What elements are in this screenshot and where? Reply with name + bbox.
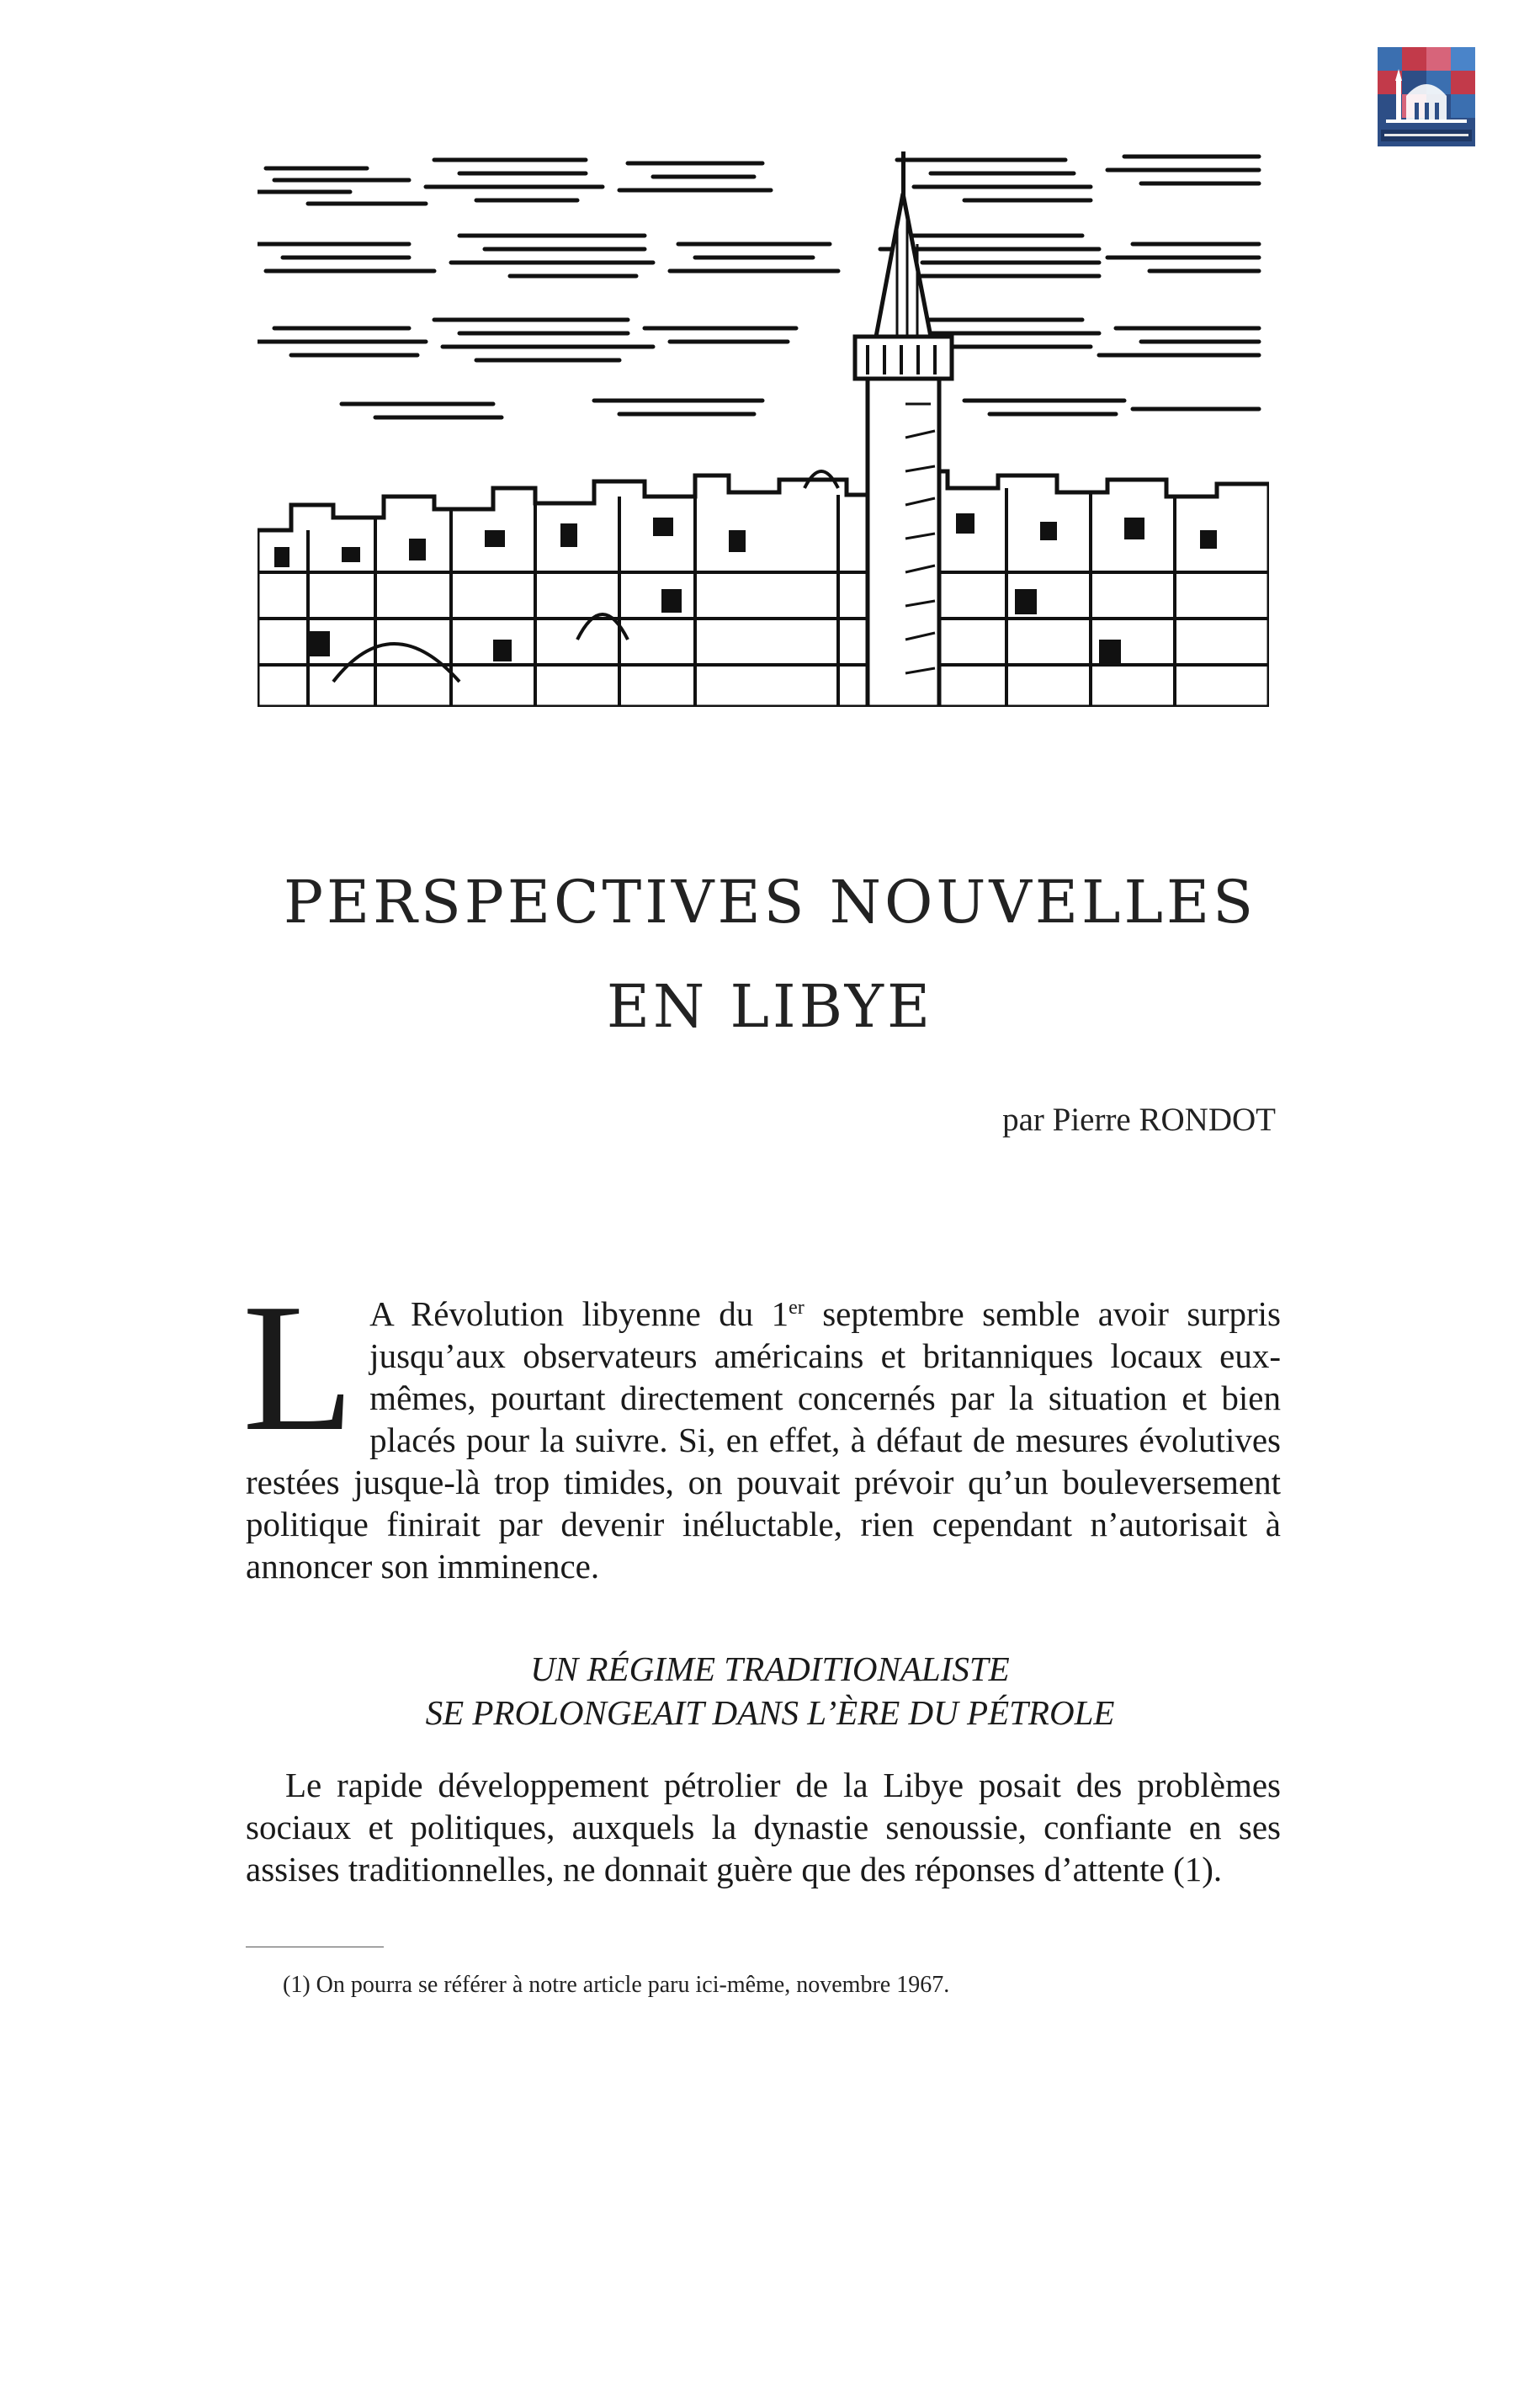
intro-text-part-2: septembre semble avoir surpris jusqu’aux observateurs américains et britanniques locaux eux-mêmes, pourtant directement concernés par la situation et bien placés pour la suivre. Si, en effet, à défaut de mesures évolutives restées jusque-là trop timides, on pouvait prévoir qu’un bouleversement politique finirait par devenir inéluctable, rien cependant n’autorisait à annoncer son imminence.: [246, 1294, 1281, 1586]
article-byline: par Pierre RONDOT: [1002, 1102, 1276, 1138]
intro-text-part-1: A Révolution libyenne du 1: [369, 1294, 789, 1333]
section-heading: [0, 1647, 1540, 1734]
intro-superscript: er: [789, 1297, 805, 1319]
article-title-line-1: PERSPECTIVES NOUVELLES: [283, 868, 1257, 937]
drop-cap: L: [242, 1267, 355, 1469]
minaret-cityscape-illustration: [258, 135, 1269, 707]
footnote: (1) On pourra se référer à notre article paru ici-même, novembre 1967.: [283, 1972, 950, 1998]
intro-paragraph: [242, 1267, 1281, 1587]
article-title-line-2: EN LIBYE: [606, 972, 934, 1041]
section-heading-line-2: SE PROLONGEAIT DANS L’ÈRE DU PÉTROLE: [425, 1693, 1115, 1732]
section-heading-line-1: UN RÉGIME TRADITIONALISTE: [530, 1649, 1010, 1688]
publisher-logo-icon: [1378, 47, 1475, 146]
body-paragraph: Le rapide développement pétrolier de la Libye posait des problèmes sociaux et politiques, auxquels la dynastie senoussie, confiante en ses assises traditionnelles, ne donnait guère que des réponses d’attente (1).: [246, 1766, 1281, 1888]
article-title: [0, 850, 1540, 1059]
